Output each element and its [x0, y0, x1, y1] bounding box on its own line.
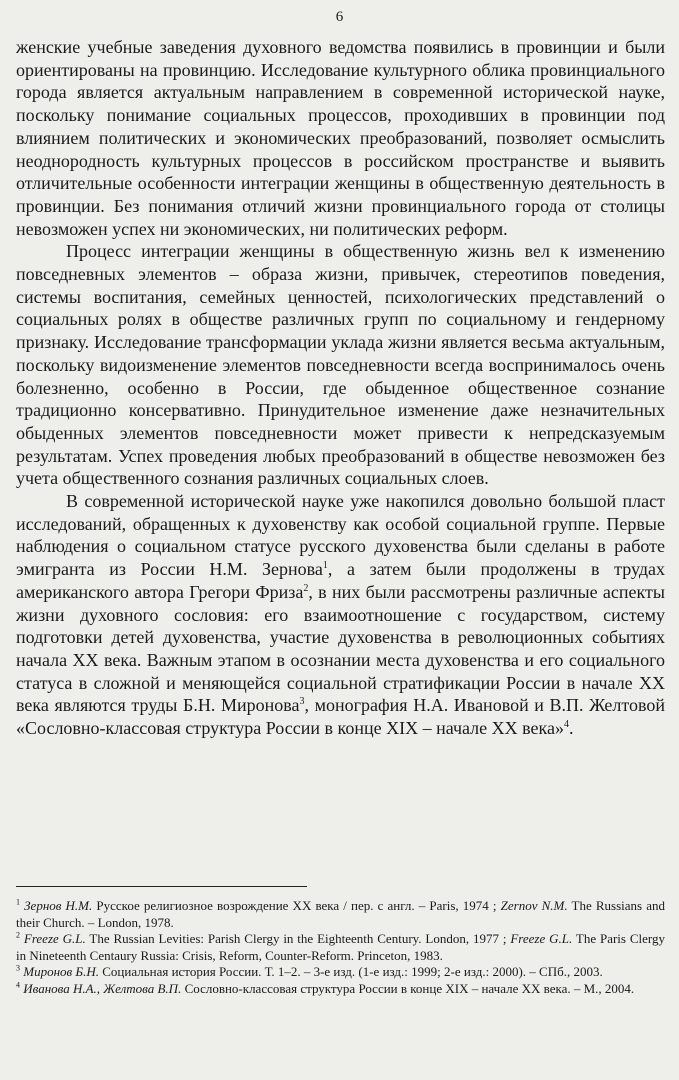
footnote-author: Zernov N.M. [500, 898, 568, 913]
paragraph-3-text-a: В современной исторической науке уже накопился довольно большой пласт исследований, обращенных к духовенству как особой социальной группе. Первые наблюдения о социальном статусе русского духовенства были сделаны в работе эмигранта из России Н.М. Зернова [16, 491, 665, 580]
paragraph-1: женские учебные заведения духовного ведомства появились в провинции и были ориентированы на провинцию. Исследование культурного облика провинциального города является актуальным направлением в современной исторической науке, поскольку понимание социальных процессов, проходивших в провинции под влиянием политических и экономических преобразований, позволяет осмыслить неоднородность культурных процессов в российском пространстве и выявить отличительные особенности интеграции женщины в общественную деятельность в провинции. Без понимания отличий жизни провинциального города от столицы невозможен успех ни экономических, ни политических реформ. [16, 37, 665, 239]
paragraph-3 [16, 490, 665, 740]
footnote-author: Freeze G.L. [23, 931, 86, 947]
footnote-number: 3 [16, 964, 20, 974]
footnote-divider [16, 886, 307, 887]
main-text [16, 36, 665, 740]
footnote-ref-2[interactable]: 2 [303, 582, 309, 594]
footnote-1 [16, 898, 665, 931]
paragraph-2: Процесс интеграции женщины в общественную жизнь вел к изменению повседневных элементов – образа жизни, привычек, стереотипов поведения, системы воспитания, семейных ценностей, психологических представлений о социальных ролях в обществе различных групп по социальному и гендерному признаку. Исследование трансформации уклада жизни является весьма актуальным, поскольку видоизменение элементов повседневности всегда воспринималось очень болезненно, особенно в России, где обыденное общественное сознание традиционно консервативно. Принудительное изменение даже незначительных обыденных элементов повседневности может привести к непредсказуемым результатам. Успех проведения любых преобразований в обществе невозможен без учета общественного сознания различных социальных слоев. [16, 241, 665, 489]
footnote-text: Сословно-классовая структура России в конце XIX – начале XX века. – М., 2004. [181, 980, 635, 996]
footnote-text: The Paris Clergy in Nineteenth Centaury Russia: Crisis, Reform, Counter-Reform. Princeton, 1983. [16, 931, 666, 963]
footnote-text: Русское религиозное возрождение XX века / пер. с англ. – Paris, 1974 ; [92, 898, 501, 913]
footnote-text: The Russian Levities: Parish Clergy in the Eighteenth Century. London, 1977 ; [85, 931, 511, 947]
footnote-author: Иванова Н.А., Желтова В.П. [23, 980, 182, 996]
footnote-author: Freeze G.L. [510, 931, 573, 947]
paragraph-3-text-b: , а затем были продолжены в трудах американского автора Грегори Фриза [16, 559, 665, 602]
footnotes [16, 898, 665, 998]
paragraph-3-text-c: , в них были рассмотрены различные аспекты жизни духовного сословия: его взаимоотношение с государством, систему подготовки детей духовенства, участие духовенства в революционных событиях начала XX века. Важным этапом в осознании места духовенства и его социального статуса в сложной и меняющейся социальной стратификации России в начале XX века являются труды Б.Н. Миронова [16, 581, 665, 716]
footnote-ref-1[interactable]: 1 [322, 560, 328, 572]
footnote-author: Миронов Б.Н. [23, 964, 99, 980]
footnote-ref-4[interactable]: 4 [564, 719, 569, 731]
footnote-author: Зернов Н.М. [24, 898, 93, 913]
footnote-text: The Russians and their Church. – London, 1978. [16, 898, 665, 930]
footnote-3 [16, 964, 665, 981]
paragraph-3-text-d: , монография Н.А. Ивановой и В.П. Желтовой «Сословно-классовая структура России в конце XIX – начале XX века» [16, 695, 665, 739]
footnote-number: 1 [16, 897, 20, 907]
footnote-4 [16, 981, 665, 998]
paragraph-3-text-e: . [569, 718, 574, 739]
footnote-ref-3[interactable]: 3 [299, 696, 305, 708]
footnote-number: 4 [16, 980, 20, 990]
footnote-text: Социальная история России. Т. 1–2. – 3-е изд. (1-е изд.: 1999; 2-е изд.: 2000). – СПб., 2003. [98, 964, 603, 980]
page-number: 6 [335, 9, 344, 25]
footnote-2 [16, 931, 665, 964]
footnote-number: 2 [16, 930, 20, 940]
